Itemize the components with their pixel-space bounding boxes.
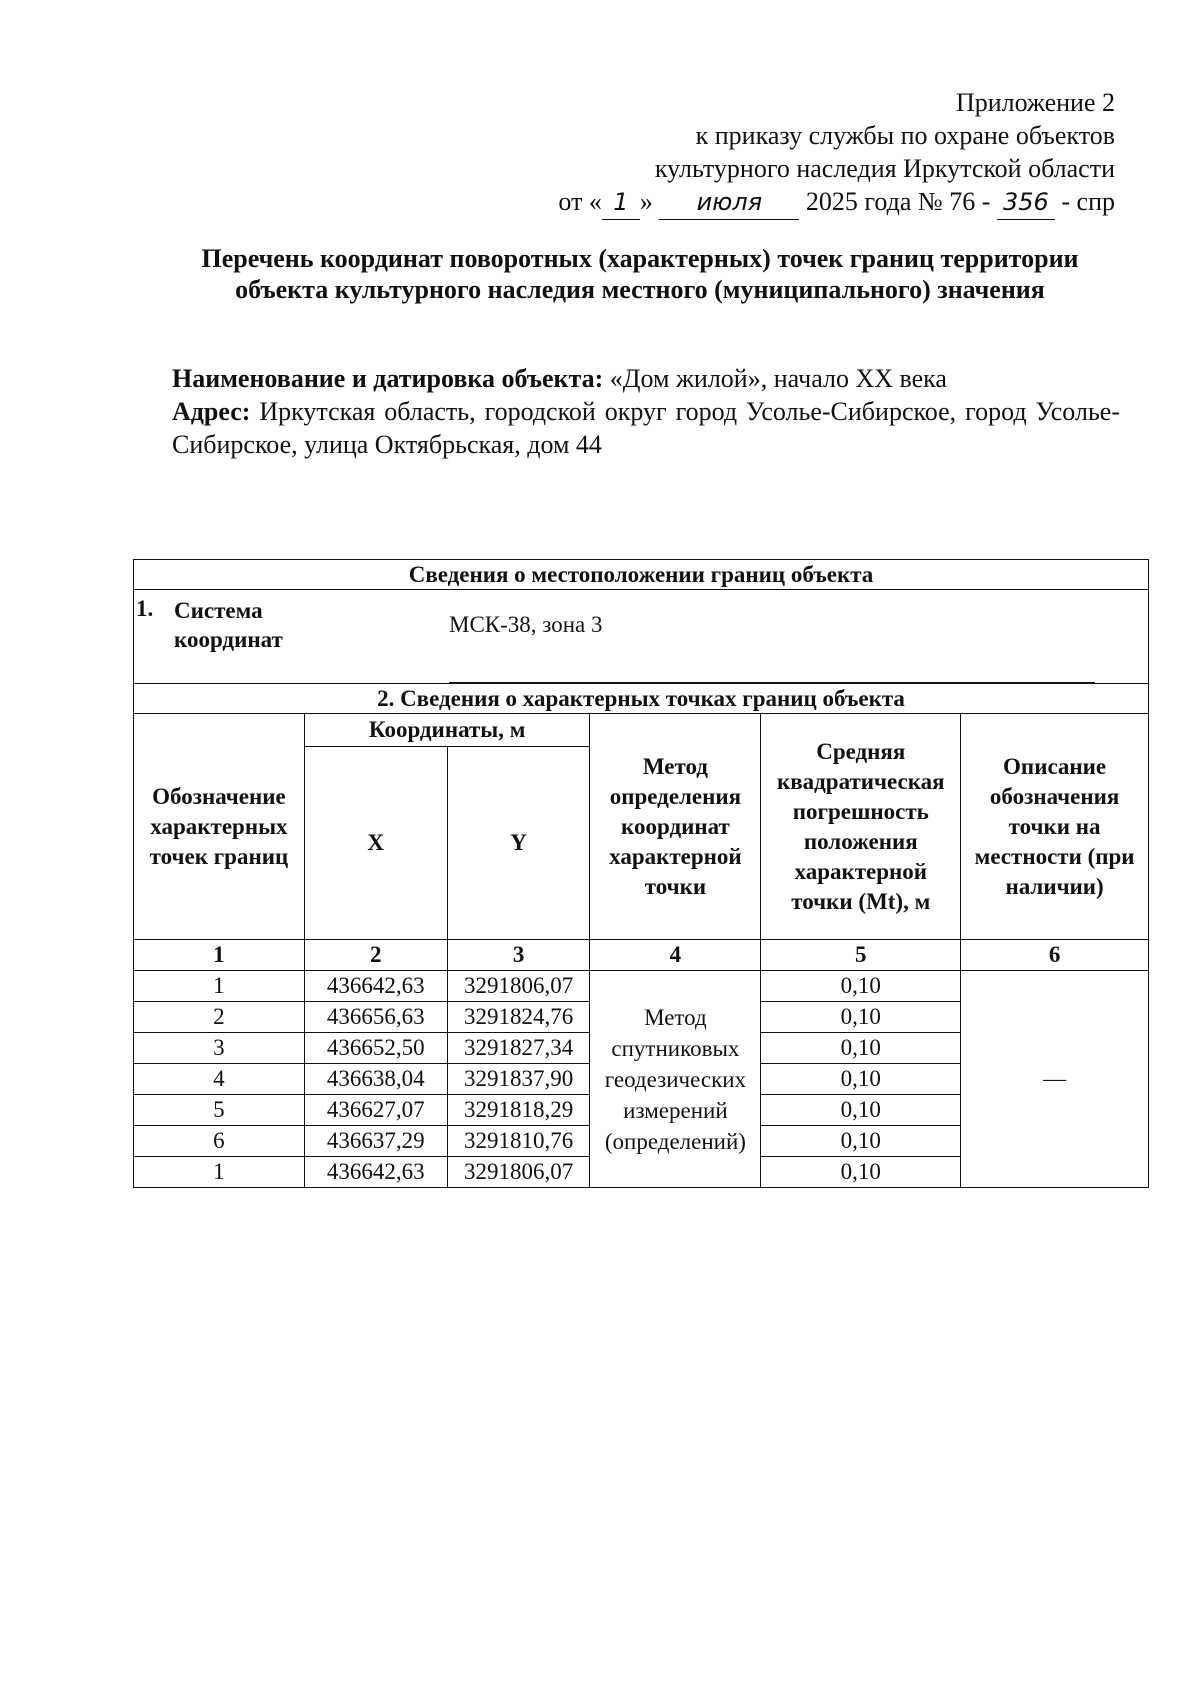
- error-header: Средняя квадратическая погрешность положения характерной точки (Mt), м: [761, 714, 961, 940]
- y-cell: 3291824,76: [447, 1002, 590, 1033]
- column-number: 3: [447, 940, 590, 971]
- column-number: 2: [304, 940, 447, 971]
- mt-cell: 0,10: [761, 1033, 961, 1064]
- order-year: 2025 года № 76 -: [805, 187, 991, 216]
- point-cell: 1: [134, 1157, 305, 1188]
- object-address-line: [172, 395, 1120, 461]
- y-cell: 3291810,76: [447, 1126, 590, 1157]
- point-cell: 5: [134, 1095, 305, 1126]
- designation-header: Обозначение характерных точек границ: [134, 714, 305, 940]
- object-address-label: Адрес:: [172, 397, 251, 426]
- description-cell: —: [961, 971, 1149, 1188]
- column-number: 1: [134, 940, 305, 971]
- table-row: [134, 971, 1149, 1002]
- order-number-handwritten: 356: [997, 186, 1055, 220]
- coordinate-system-label: [174, 596, 324, 654]
- coordinates-header: Координаты, м: [304, 714, 590, 747]
- point-cell: 6: [134, 1126, 305, 1157]
- authority-line: культурного наследия Иркутской области: [654, 154, 1115, 183]
- x-cell: 436638,04: [304, 1064, 447, 1095]
- x-header: X: [304, 747, 447, 940]
- point-cell: 2: [134, 1002, 305, 1033]
- order-month-handwritten: июля: [659, 186, 799, 220]
- location-section-title: Сведения о местоположении границ объекта: [134, 560, 1149, 590]
- coordinate-system-row: [134, 590, 1149, 684]
- point-cell: 1: [134, 971, 305, 1002]
- y-cell: 3291818,29: [447, 1095, 590, 1126]
- coordinate-system-value: МСК-38, зона 3: [449, 612, 603, 637]
- y-cell: 3291806,07: [447, 1157, 590, 1188]
- method-cell: Метод спутниковых геодезических измерений (определений): [590, 971, 761, 1188]
- appendix-title: Приложение 2: [955, 88, 1115, 117]
- column-numbers-row: [134, 940, 1149, 971]
- description-header: Описание обозначения точки на местности (при наличии): [961, 714, 1149, 940]
- column-number: 4: [590, 940, 761, 971]
- document-title: Перечень координат поворотных (характерных) точек границ территории объекта культурного наследия местного (муниципального) значения: [201, 244, 1079, 304]
- column-number: 5: [761, 940, 961, 971]
- mt-cell: 0,10: [761, 1002, 961, 1033]
- points-section-title: 2. Сведения о характерных точках границ объекта: [134, 684, 1149, 714]
- order-date-line: [395, 185, 1115, 220]
- coordinate-system-underline: [449, 682, 1095, 683]
- point-cell: 4: [134, 1064, 305, 1095]
- object-address-value: Иркутская область, городской округ город Усолье-Сибирское, город Усолье-Сибирское, улица Октябрьская, дом 44: [172, 397, 1120, 459]
- y-cell: 3291837,90: [447, 1064, 590, 1095]
- order-prefix: от «: [558, 187, 602, 216]
- coordinate-system-number: 1.: [136, 596, 154, 621]
- object-name-label: Наименование и датировка объекта:: [172, 364, 604, 393]
- y-cell: 3291827,34: [447, 1033, 590, 1064]
- point-cell: 3: [134, 1033, 305, 1064]
- x-cell: 436642,63: [304, 971, 447, 1002]
- order-day-handwritten: 1: [602, 186, 640, 220]
- x-cell: 436642,63: [304, 1157, 447, 1188]
- x-cell: 436637,29: [304, 1126, 447, 1157]
- object-info: [172, 362, 1120, 461]
- y-cell: 3291806,07: [447, 971, 590, 1002]
- mt-cell: 0,10: [761, 971, 961, 1002]
- order-mid: »: [639, 187, 653, 216]
- y-header: Y: [447, 747, 590, 940]
- mt-cell: 0,10: [761, 1126, 961, 1157]
- mt-cell: 0,10: [761, 1095, 961, 1126]
- mt-cell: 0,10: [761, 1157, 961, 1188]
- object-name-line: [172, 362, 1120, 395]
- x-cell: 436627,07: [304, 1095, 447, 1126]
- x-cell: 436652,50: [304, 1033, 447, 1064]
- appendix-header: [395, 86, 1115, 220]
- object-name-value: «Дом жилой», начало XX века: [609, 364, 947, 393]
- order-reference-line: к приказу службы по охране объектов: [695, 121, 1115, 150]
- mt-cell: 0,10: [761, 1064, 961, 1095]
- coordinates-table: [133, 559, 1149, 1188]
- order-suffix: - спр: [1061, 187, 1115, 216]
- column-number: 6: [961, 940, 1149, 971]
- method-header: Метод определения координат характерной точки: [590, 714, 761, 940]
- x-cell: 436656,63: [304, 1002, 447, 1033]
- coordinate-system-label-text: Система координат: [174, 598, 283, 652]
